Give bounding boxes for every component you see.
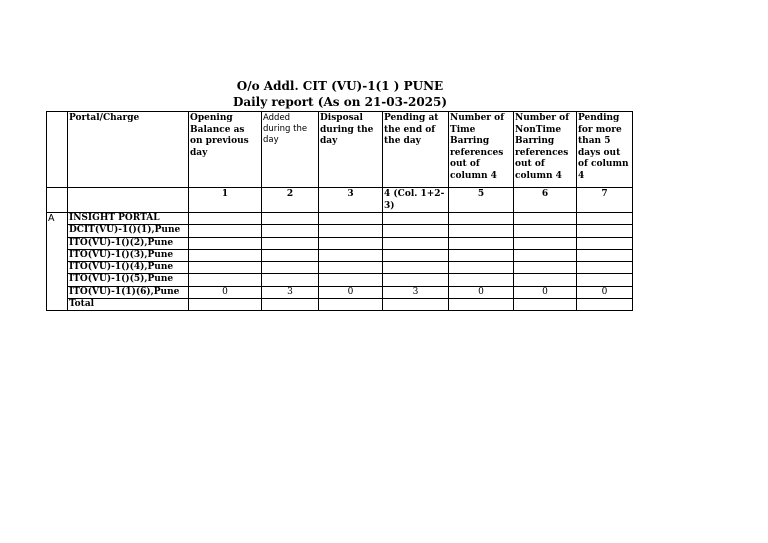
row-value-cell — [262, 237, 319, 249]
row-value-cell — [262, 274, 319, 286]
row-value-cell — [189, 274, 262, 286]
column-number-row — [47, 188, 633, 213]
row-value-cell — [383, 262, 449, 274]
row-value-cell — [319, 249, 383, 261]
row-value-cell — [449, 249, 514, 261]
column-number-blank — [68, 188, 189, 213]
table-row — [47, 237, 633, 249]
row-value-cell — [189, 237, 262, 249]
row-value-cell — [449, 274, 514, 286]
column-number: 3 — [319, 188, 383, 213]
column-number: 1 — [189, 188, 262, 213]
column-number: 2 — [262, 188, 319, 213]
row-value-cell: 0 — [189, 286, 262, 298]
daily-report-table — [46, 111, 633, 311]
row-value-cell — [319, 213, 383, 225]
header-disposal: Disposal during the day — [319, 112, 383, 188]
row-value-cell — [383, 225, 449, 237]
row-value-cell — [262, 225, 319, 237]
row-value-cell — [383, 274, 449, 286]
row-value-cell — [514, 213, 577, 225]
row-value-cell — [514, 225, 577, 237]
row-value-cell — [189, 262, 262, 274]
column-number: 5 — [449, 188, 514, 213]
table-row — [47, 225, 633, 237]
row-value-cell: 3 — [262, 286, 319, 298]
table-row — [47, 262, 633, 274]
header-pending-5-days: Pending for more than 5 days out of column 4 — [577, 112, 633, 188]
table-row — [47, 213, 633, 225]
row-value-cell — [514, 262, 577, 274]
row-value-cell — [189, 299, 262, 311]
row-value-cell — [319, 237, 383, 249]
row-value-cell — [262, 249, 319, 261]
header-time-barring: Number of Time Barring references out of column 4 — [449, 112, 514, 188]
column-number: 7 — [577, 188, 633, 213]
row-value-cell — [514, 237, 577, 249]
column-number: 6 — [514, 188, 577, 213]
section-label: A — [47, 213, 68, 311]
row-value-cell — [577, 262, 633, 274]
header-pending: Pending at the end of the day — [383, 112, 449, 188]
report-title: O/o Addl. CIT (VU)-1(1 ) PUNE — [236, 79, 444, 93]
column-number: 4 (Col. 1+2-3) — [383, 188, 449, 213]
section-header-cell — [47, 112, 68, 188]
row-value-cell — [577, 237, 633, 249]
row-value-cell — [383, 299, 449, 311]
row-label: ITO(VU)-1()(3),Pune — [68, 249, 189, 261]
table-row — [47, 286, 633, 298]
row-value-cell — [262, 213, 319, 225]
header-added: Added during the day — [262, 112, 319, 188]
row-value-cell: 3 — [383, 286, 449, 298]
row-value-cell — [189, 225, 262, 237]
report-subtitle: Daily report (As on 21-03-2025) — [232, 95, 448, 109]
table-row — [47, 249, 633, 261]
row-value-cell: 0 — [514, 286, 577, 298]
row-label: INSIGHT PORTAL — [68, 213, 189, 225]
row-value-cell — [449, 299, 514, 311]
row-value-cell — [319, 299, 383, 311]
row-label: ITO(VU)-1()(4),Pune — [68, 262, 189, 274]
row-value-cell — [514, 299, 577, 311]
row-label: ITO(VU)-1()(2),Pune — [68, 237, 189, 249]
row-value-cell — [577, 274, 633, 286]
table-row — [47, 299, 633, 311]
header-portal-charge: Portal/Charge — [68, 112, 189, 188]
row-value-cell — [383, 249, 449, 261]
header-opening-balance: Opening Balance as on previous day — [189, 112, 262, 188]
row-value-cell — [262, 299, 319, 311]
row-label: Total — [68, 299, 189, 311]
row-value-cell — [189, 249, 262, 261]
row-value-cell — [262, 262, 319, 274]
row-label: ITO(VU)-1()(5),Pune — [68, 274, 189, 286]
row-value-cell — [514, 249, 577, 261]
row-value-cell — [577, 249, 633, 261]
row-value-cell — [577, 213, 633, 225]
row-label: ITO(VU)-1(1)(6),Pune — [68, 286, 189, 298]
row-value-cell — [319, 225, 383, 237]
row-value-cell — [383, 237, 449, 249]
row-value-cell — [449, 213, 514, 225]
header-row — [47, 112, 633, 188]
row-value-cell: 0 — [577, 286, 633, 298]
row-value-cell: 0 — [449, 286, 514, 298]
row-value-cell: 0 — [319, 286, 383, 298]
row-value-cell — [449, 237, 514, 249]
row-label: DCIT(VU)-1()(1),Pune — [68, 225, 189, 237]
header-nontime-barring: Number of NonTime Barring references out of column 4 — [514, 112, 577, 188]
row-value-cell — [449, 262, 514, 274]
row-value-cell — [514, 274, 577, 286]
row-value-cell — [189, 213, 262, 225]
row-value-cell — [383, 213, 449, 225]
row-value-cell — [449, 225, 514, 237]
table-row — [47, 274, 633, 286]
column-number-blank — [47, 188, 68, 213]
row-value-cell — [319, 274, 383, 286]
row-value-cell — [319, 262, 383, 274]
row-value-cell — [577, 225, 633, 237]
row-value-cell — [577, 299, 633, 311]
